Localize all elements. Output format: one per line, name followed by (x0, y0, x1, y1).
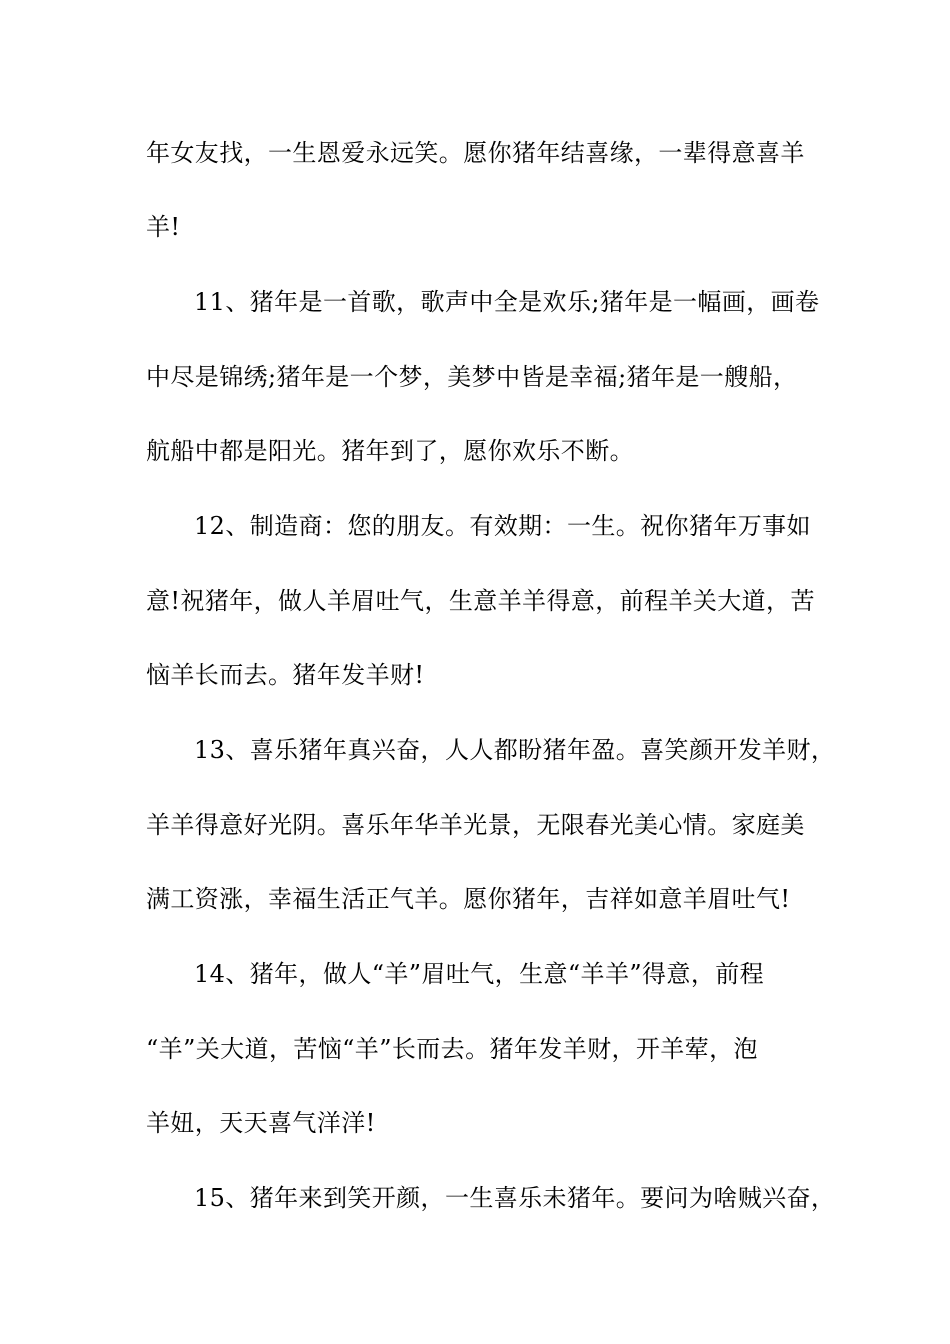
text-line: 中尽是锦绣;猪年是一个梦，美梦中皆是幸福;猪年是一艘船， (146, 363, 798, 391)
text-line: 航船中都是阳光。猪年到了，愿你欢乐不断。 (146, 437, 634, 465)
paragraph-12-line: 12、制造商：您的朋友。有效期：一生。祝你猪年万事如 (194, 512, 811, 540)
text-line: 羊羊得意好光阴。喜乐年华羊光景，无限春光美心情。家庭美 (146, 811, 805, 839)
text-line: 羊! (146, 213, 181, 241)
text-line: 恼羊长而去。猪年发羊财! (146, 661, 425, 689)
text-line: 意!祝猪年，做人羊眉吐气，生意羊羊得意，前程羊关大道，苦 (146, 587, 815, 615)
paragraph-13-line: 13、喜乐猪年真兴奋，人人都盼猪年盈。喜笑颜开发羊财， (194, 736, 836, 764)
text-line: 年女友找，一生恩爱永远笑。愿你猪年结喜缘，一辈得意喜羊 (146, 139, 805, 167)
paragraph-15-line: 15、猪年来到笑开颜，一生喜乐未猪年。要问为啥贼兴奋， (194, 1184, 836, 1212)
paragraph-14-line: 14、猪年，做人“羊”眉吐气，生意“羊羊”得意，前程 (194, 960, 765, 988)
text-line: “羊”关大道，苦恼“羊”长而去。猪年发羊财，开羊荤，泡 (146, 1035, 758, 1063)
text-line: 满工资涨，幸福生活正气羊。愿你猪年，吉祥如意羊眉吐气! (146, 885, 791, 913)
text-line: 羊妞，天天喜气洋洋! (146, 1109, 376, 1137)
paragraph-11-line: 11、猪年是一首歌，歌声中全是欢乐;猪年是一幅画，画卷 (194, 288, 820, 316)
